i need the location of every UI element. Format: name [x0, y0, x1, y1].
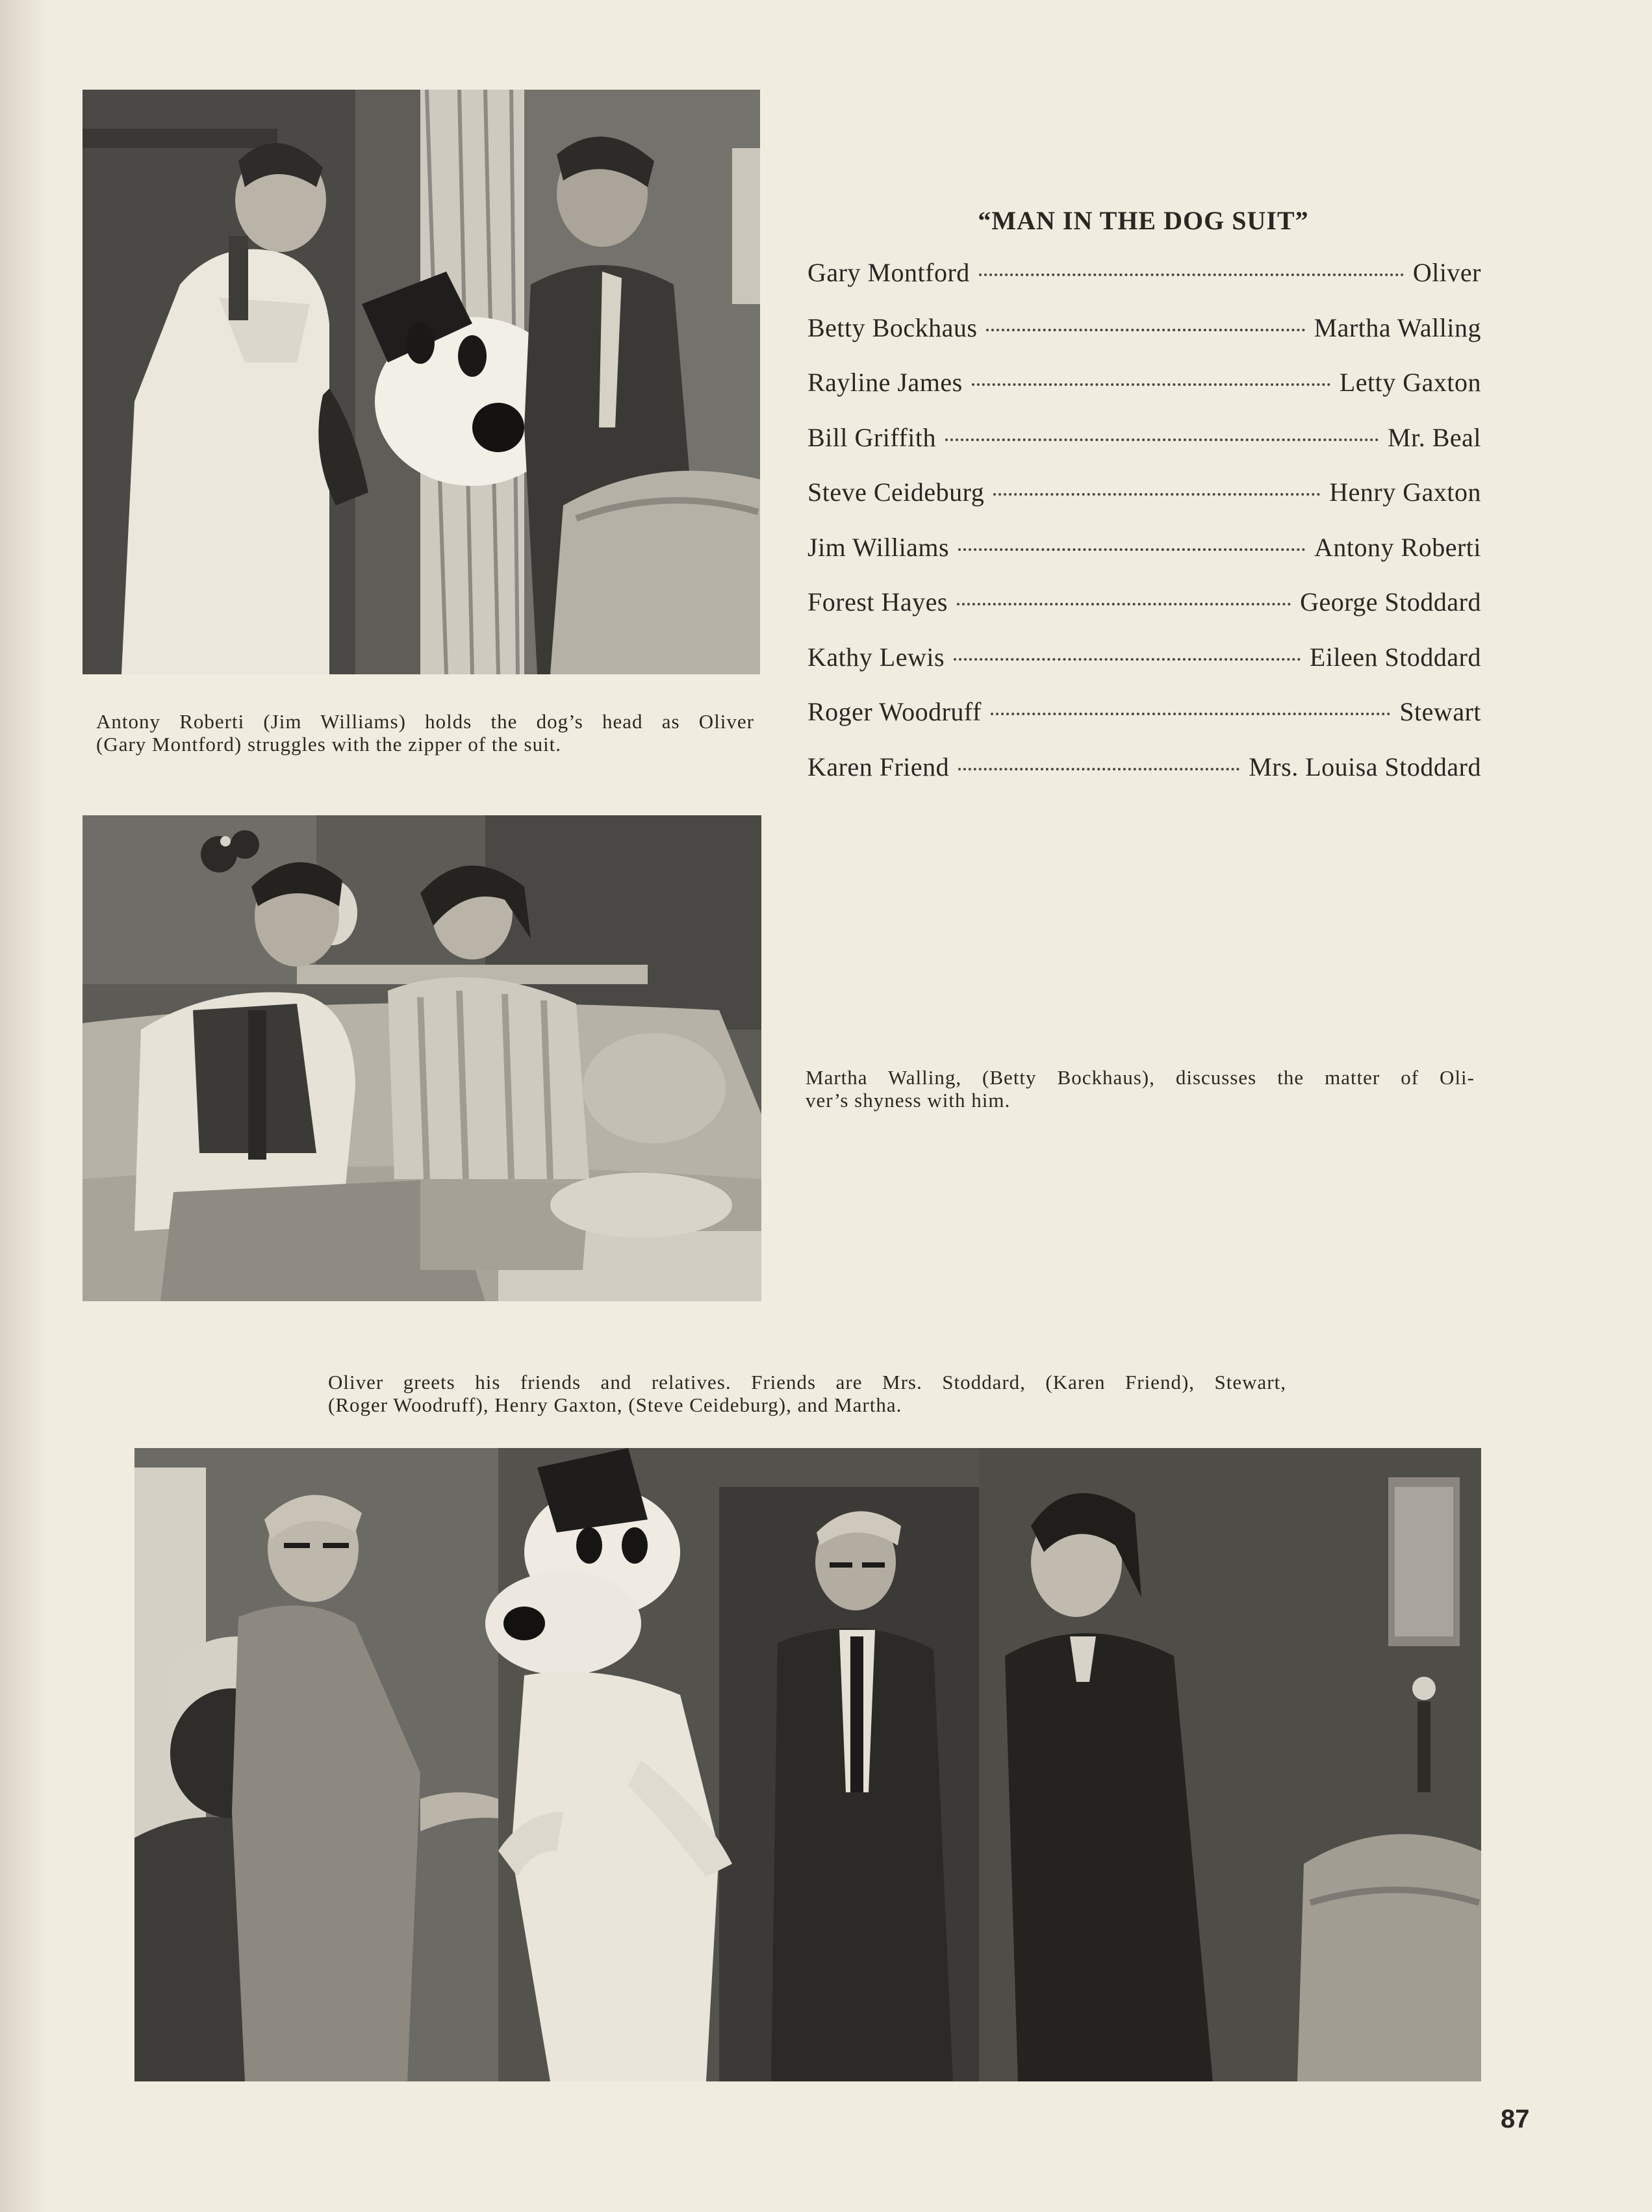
cast-row [807, 532, 1481, 587]
cast-actor-name: Rayline James [807, 368, 963, 397]
dot-leader [991, 713, 1390, 715]
caption-line: (Gary Montford) struggles with the zipper of the suit. [96, 733, 562, 756]
cast-actor-name: Bill Griffith [807, 422, 936, 452]
dot-leader [993, 493, 1320, 496]
dot-leader [957, 603, 1291, 605]
dot-leader [945, 439, 1379, 441]
dot-leader [979, 273, 1404, 276]
photo-dog-head-scene-image [83, 90, 760, 674]
caption-greeting-scene [328, 1371, 1286, 1416]
cast-role-name: Martha Walling [1314, 312, 1481, 342]
dot-leader [954, 658, 1301, 661]
cast-row [807, 422, 1481, 477]
caption-line: (Roger Woodruff), Henry Gaxton, (Steve Ceideburg), and Martha. [328, 1393, 902, 1416]
cast-row [807, 587, 1481, 642]
cast-role-name: Letty Gaxton [1339, 368, 1481, 397]
cast-row [807, 642, 1481, 697]
caption-line: ver’s shyness with him. [806, 1089, 1011, 1112]
photo-greeting-scene-image [134, 1448, 1481, 2081]
caption-line: Martha Walling, (Betty Bockhaus), discusses the matter of Oli- [806, 1066, 1475, 1089]
page-binding-shadow [0, 0, 45, 2212]
cast-actor-name: Forest Hayes [807, 587, 948, 617]
cast-row [807, 477, 1481, 532]
dot-leader [958, 548, 1305, 551]
cast-role-name: Antony Roberti [1314, 532, 1481, 562]
cast-actor-name: Jim Williams [807, 532, 950, 562]
cast-actor-name: Kathy Lewis [807, 642, 945, 672]
dot-leader [986, 329, 1304, 331]
cast-role-name: Mr. Beal [1388, 422, 1481, 452]
cast-actor-name: Karen Friend [807, 752, 950, 782]
dot-leader [958, 768, 1239, 770]
cast-role-name: Stewart [1399, 697, 1481, 726]
photo-sofa-scene-image [83, 815, 761, 1301]
photo-greeting-scene [134, 1448, 1481, 2081]
cast-role-name: Mrs. Louisa Stoddard [1249, 752, 1481, 782]
cast-row [807, 696, 1481, 752]
cast-row [807, 752, 1481, 807]
cast-actor-name: Gary Montford [807, 258, 970, 287]
photo-sofa-scene [83, 815, 761, 1301]
cast-row [807, 257, 1481, 312]
cast-row [807, 312, 1481, 368]
cast-role-name: Eileen Stoddard [1309, 642, 1481, 672]
caption-line: Oliver greets his friends and relatives. Friends are Mrs. Stoddard, (Karen Friend), Stewart, [328, 1371, 1286, 1393]
cast-actor-name: Roger Woodruff [807, 697, 982, 726]
cast-role-name: George Stoddard [1300, 587, 1481, 617]
cast-actor-name: Steve Ceideburg [807, 477, 985, 507]
caption-sofa-scene [806, 1066, 1475, 1112]
caption-line: Antony Roberti (Jim Williams) holds the dog’s head as Oliver [96, 710, 754, 733]
photo-dog-head-scene [83, 90, 760, 674]
caption-dog-head-scene [96, 710, 754, 756]
dot-leader [972, 383, 1330, 386]
page-number: 87 [1501, 2105, 1530, 2133]
cast-role-name: Henry Gaxton [1329, 477, 1481, 507]
cast-row [807, 367, 1481, 422]
cast-role-name: Oliver [1412, 258, 1481, 287]
cast-actor-name: Betty Bockhaus [807, 312, 978, 342]
play-title: “MAN IN THE DOG SUIT” [978, 206, 1309, 235]
cast-list [807, 257, 1481, 806]
